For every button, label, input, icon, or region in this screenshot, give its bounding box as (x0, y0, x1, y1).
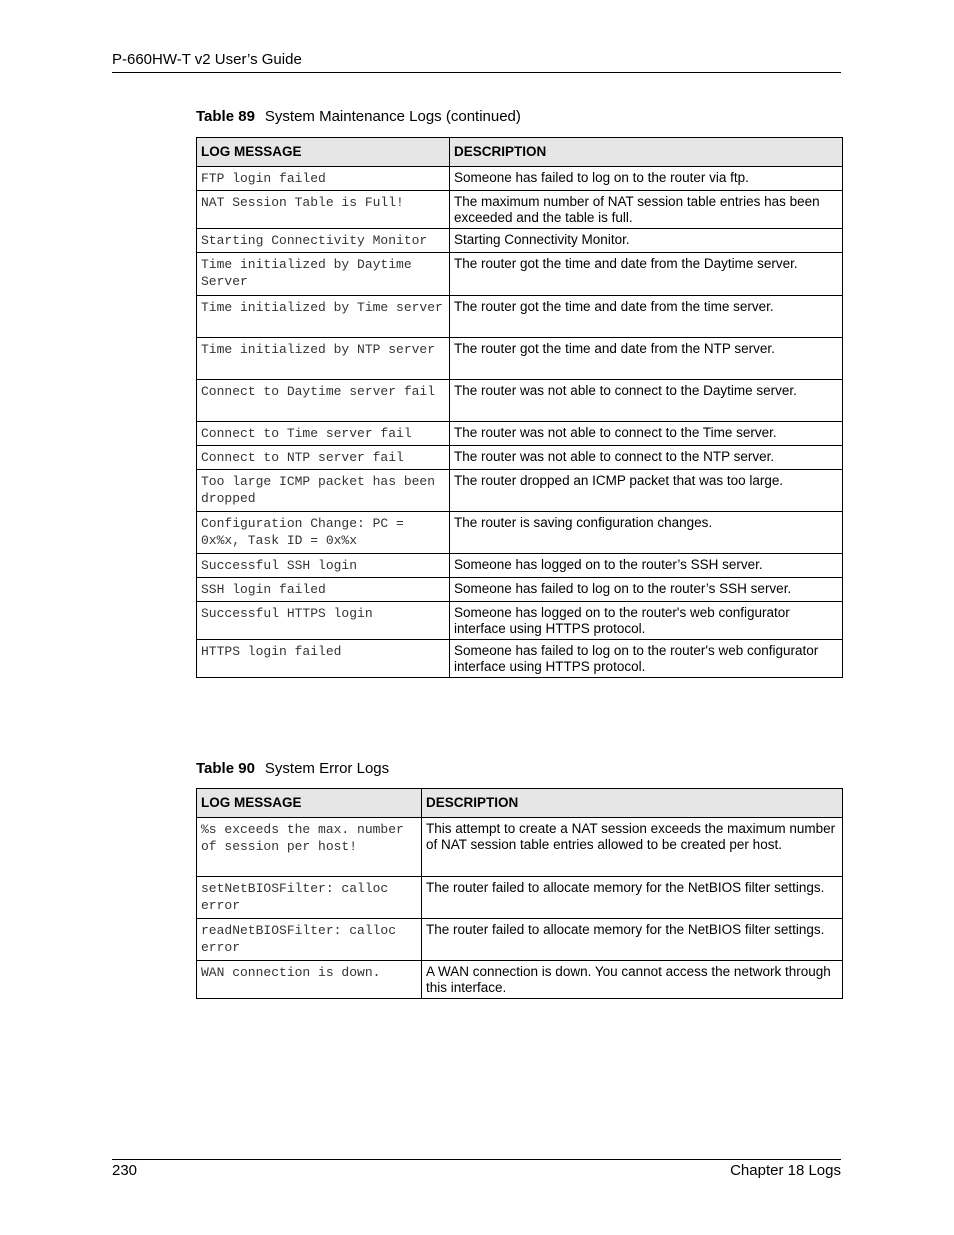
description-cell: Someone has failed to log on to the router’s SSH server. (450, 578, 843, 602)
table-header-row (197, 789, 843, 818)
table-row (197, 191, 843, 229)
description-cell: The router failed to allocate memory for the NetBIOS filter settings. (422, 877, 843, 919)
table-90-number: Table 90 (196, 760, 255, 777)
footer-divider (112, 1159, 841, 1160)
description-cell: Someone has logged on to the router’s SSH server. (450, 554, 843, 578)
log-message-cell: Connect to Time server fail (197, 422, 450, 446)
log-message-cell: Configuration Change: PC = 0x%x, Task ID = 0x%x (197, 512, 450, 554)
table-90-caption (196, 760, 389, 777)
column-header-log-message: LOG MESSAGE (197, 789, 422, 818)
table-row (197, 470, 843, 512)
table-row (197, 253, 843, 296)
description-cell: The router was not able to connect to the Daytime server. (450, 380, 843, 422)
description-cell: The router is saving configuration changes. (450, 512, 843, 554)
table-row (197, 446, 843, 470)
log-message-cell: HTTPS login failed (197, 640, 450, 678)
table-row (197, 578, 843, 602)
description-cell: The router got the time and date from the NTP server. (450, 338, 843, 380)
description-cell: The router failed to allocate memory for the NetBIOS filter settings. (422, 919, 843, 961)
log-message-cell: Too large ICMP packet has been dropped (197, 470, 450, 512)
description-cell: Starting Connectivity Monitor. (450, 229, 843, 253)
description-cell: The router got the time and date from the Daytime server. (450, 253, 843, 296)
table-row (197, 877, 843, 919)
table-row (197, 380, 843, 422)
log-message-cell: %s exceeds the max. number of session per host! (197, 818, 422, 877)
table-row (197, 422, 843, 446)
table-row (197, 554, 843, 578)
table-89 (196, 137, 843, 678)
description-cell: The router was not able to connect to the Time server. (450, 422, 843, 446)
page-number: 230 (112, 1162, 138, 1179)
table-row (197, 512, 843, 554)
log-message-cell: Time initialized by Daytime Server (197, 253, 450, 296)
log-message-cell: Starting Connectivity Monitor (197, 229, 450, 253)
column-header-description: DESCRIPTION (422, 789, 843, 818)
table-row (197, 167, 843, 191)
table-row (197, 961, 843, 999)
log-message-cell: Time initialized by NTP server (197, 338, 450, 380)
description-cell: Someone has logged on to the router's web configurator interface using HTTPS protocol. (450, 602, 843, 640)
log-message-cell: setNetBIOSFilter: calloc error (197, 877, 422, 919)
table-89-title: System Maintenance Logs (continued) (264, 108, 521, 125)
log-message-cell: FTP login failed (197, 167, 450, 191)
log-message-cell: Connect to NTP server fail (197, 446, 450, 470)
log-message-cell: Successful SSH login (197, 554, 450, 578)
table-row (197, 338, 843, 380)
description-cell: A WAN connection is down. You cannot access the network through this interface. (422, 961, 843, 999)
table-row (197, 919, 843, 961)
log-message-cell: Successful HTTPS login (197, 602, 450, 640)
table-header-row (197, 138, 843, 167)
description-cell: Someone has failed to log on to the router via ftp. (450, 167, 843, 191)
log-message-cell: WAN connection is down. (197, 961, 422, 999)
table-row (197, 602, 843, 640)
log-message-cell: SSH login failed (197, 578, 450, 602)
table-row (197, 640, 843, 678)
description-cell: The maximum number of NAT session table entries has been exceeded and the table is full. (450, 191, 843, 229)
header-divider (112, 72, 841, 73)
page-header-title: P-660HW-T v2 User’s Guide (112, 51, 302, 68)
table-row (197, 818, 843, 877)
log-message-cell: Connect to Daytime server fail (197, 380, 450, 422)
table-89-number: Table 89 (196, 108, 255, 125)
description-cell: This attempt to create a NAT session exceeds the maximum number of NAT session table entries allowed to be created per host. (422, 818, 843, 877)
column-header-log-message: LOG MESSAGE (197, 138, 450, 167)
description-cell: The router was not able to connect to the NTP server. (450, 446, 843, 470)
table-89-caption (196, 108, 521, 125)
table-90-title: System Error Logs (264, 760, 390, 777)
description-cell: The router got the time and date from the time server. (450, 296, 843, 338)
table-row (197, 296, 843, 338)
description-cell: The router dropped an ICMP packet that was too large. (450, 470, 843, 512)
table-90 (196, 788, 843, 999)
table-row (197, 229, 843, 253)
description-cell: Someone has failed to log on to the router's web configurator interface using HTTPS protocol. (450, 640, 843, 678)
column-header-description: DESCRIPTION (450, 138, 843, 167)
log-message-cell: readNetBIOSFilter: calloc error (197, 919, 422, 961)
log-message-cell: Time initialized by Time server (197, 296, 450, 338)
chapter-title: Chapter 18 Logs (730, 1162, 841, 1179)
log-message-cell: NAT Session Table is Full! (197, 191, 450, 229)
